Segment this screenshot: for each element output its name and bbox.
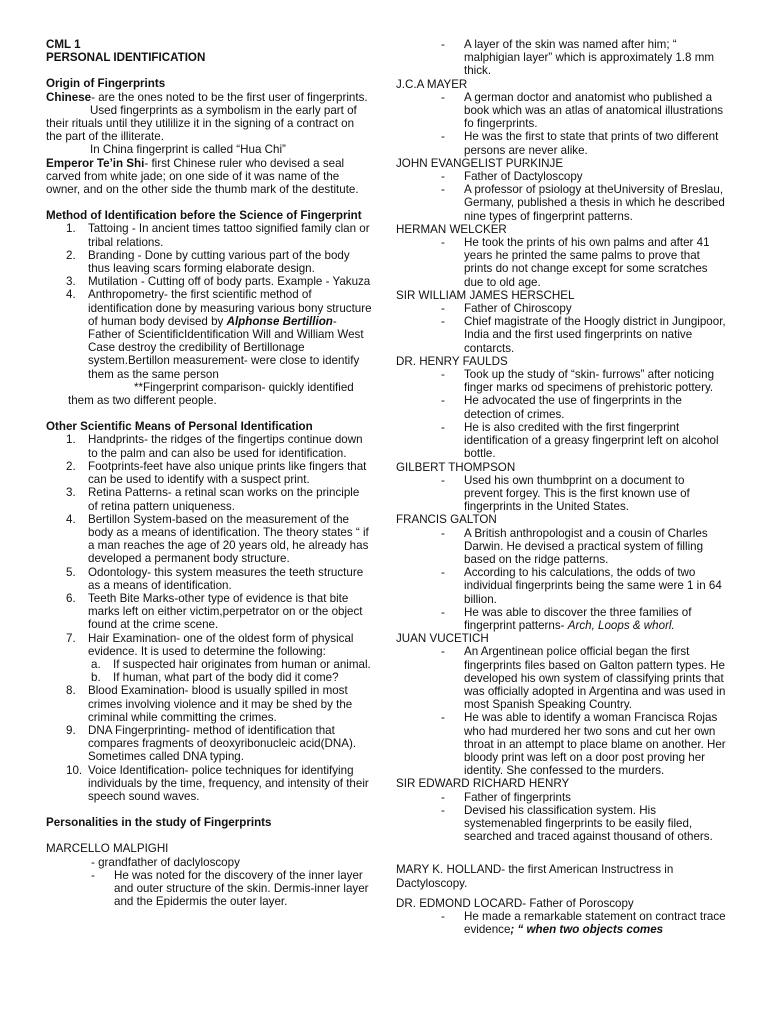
emperor-text: - first Chinese ruler who devised a seal carved from white jade; on one side of it was name of the owner, and on the other side the thumb mark of the destitute. [46,156,359,197]
list-item: - Father of fingerprints [441,790,571,804]
method-item-anthropometry: 4. Anthropometry- the first scientific method of identification done by measuring various bony structure of human body devised by Alphonse Bertillion- Father of ScientificIdentification Will and William West Case destroy the credibility of Bertillonage system.Bertillon measurement- were close to identify them as the same person [66,288,372,381]
list-item: - Devised his classification system. His systemenabled fingerprints to be easily filed, searched and traced against thousand of others. [441,803,713,844]
document-title: PERSONAL IDENTIFICATION [46,51,206,65]
personality-name: SIR EDWARD RICHARD HENRY [396,777,570,791]
locard-item: - He made a remarkable statement on contract trace evidence; “ when two objects comes [441,910,726,937]
personality-name: FRANCIS GALTON [396,513,497,527]
personalities-heading: Personalities in the study of Fingerprints [46,816,272,830]
other-means-item: 7. Hair Examination- one of the oldest form of physical evidence. It is used to determine the following: [66,631,354,658]
chinese-paragraph [46,91,372,104]
malpighi-name: MARCELLO MALPIGHI [46,842,169,856]
personality-entry [396,355,726,461]
list-item: - Father of Chiroscopy [441,302,572,316]
personality-name: JOHN EVANGELIST PURKINJE [396,156,564,170]
fingerprint-comparison-note-cont: them as two different people. [68,394,217,408]
list-item: - A professor of psiology at theUniversity of Breslau, Germany, published a thesis in which he described nine types of fingerprint patterns. [441,183,725,223]
list-item: - A german doctor and anatomist who published a book which was an atlas of anatomical illustrations fo fingerprints. [441,90,724,131]
right-column [396,38,726,936]
hair-sub-item: b. If human, what part of the body did it come? [91,671,339,685]
galton-families-item: - He was able to discover the three families of fingerprint patterns- Arch, Loops & whorl. [441,605,692,632]
list-item: - Father of Dactyloscopy [441,170,583,184]
list-item: - He is also credited with the first fingerprint identification of a greasy fingerprint left on alcohol bottle. [441,420,719,461]
list-item: - Chief magistrate of the Hoogly district in Jungipoor, India and the first used fingerprints on native contarcts. [441,315,726,355]
course-code: CML 1 [46,38,81,51]
chinese-term: Chinese [46,90,92,104]
list-item: - According to his calculations, the odds of two individual fingerprints being the same were 1 in 64 billion. [441,566,722,606]
malpighi-layer-item: - A layer of the skin was named after him; “ malphigian layer” which is approximately 1.8 mm thick. [441,38,715,78]
list-item: - He was the first to state that prints of two different persons are never alike. [441,130,719,157]
method-item: 3. Mutilation - Cutting off of body parts. Example - Yakuza [66,275,371,289]
hair-sub-list [46,658,372,684]
other-means-item: 3. Retina Patterns- a retinal scan works on the principle of retina pattern uniqueness. [66,486,360,513]
list-item: - He was able to identify a woman Francisca Rojas who had murdered her two sons and cut her own throat in an attempt to place blame on another. Her bloody print was left on a door post proving her identity. She confessed to the murders. [441,711,726,778]
list-item: - He was noted for the discovery of the inner layer and outer structure of the skin. Dermis-inner layer and the Epidermis the outer layer. [91,868,369,909]
emperor-paragraph [46,157,372,197]
method-heading: Method of Identification before the Science of Fingerprint [46,209,362,223]
method-item: 1. Tattoing - In ancient times tattoo signified family clan or tribal relations. [66,222,370,249]
list-item: - An Argentinean police official began the first fingerprints files based on Galton pattern types. He developed his own system of classifying prints that was officially adopted in Argentina and was used in most Spanish Speaking Country. [441,645,726,712]
list-item: - He took the prints of his own palms and after 41 years he printed the same palms to prove that prints do not change except for some scratches due to old age. [441,236,710,289]
other-means-item: 4. Bertillon System-based on the measurement of the body as a means of identification. The theory states “ if a man reaches the age of 20 years old, he already has developed a permanent body structure. [66,512,369,566]
methods-list [46,222,372,288]
personality-entry [396,777,726,843]
malpighi-items [46,869,372,909]
personality-name: HERMAN WELCKER [396,222,507,236]
hua-chi-paragraph: In China fingerprint is called “Hua Chi” [90,143,286,157]
list-item: - He advocated the use of fingerprints in the detection of crimes. [441,394,682,421]
personalities-list-cont [396,632,726,843]
holland-entry: MARY K. HOLLAND- the first American Instructress in Dactyloscopy. [396,863,674,890]
personality-entry [396,461,726,514]
method-item: 2. Branding - Done by cutting various part of the body thus leaving scars forming elaborate design. [66,248,350,276]
other-means-heading: Other Scientific Means of Personal Identification [46,420,313,434]
other-means-list-cont [46,684,372,803]
personalities-list [396,78,726,606]
personality-name: JUAN VUCETICH [396,632,489,646]
locard-quote: ; “ when two objects comes [510,923,664,937]
personality-name: DR. HENRY FAULDS [396,354,508,368]
locard-name: DR. EDMOND LOCARD- Father of Poroscopy [396,896,634,910]
bertillion-name: Alphonse Bertillion [226,314,333,328]
hair-sub-item: a. If suspected hair originates from human or animal. [91,657,371,671]
other-means-item: 1. Handprints- the ridges of the fingertips continue down to the palm and can also be used for identification. [66,433,363,460]
fingerprint-comparison-note: **Fingerprint comparison- quickly identified [134,380,354,394]
personality-entry [396,632,726,777]
personality-name: SIR WILLIAM JAMES HERSCHEL [396,288,575,302]
other-means-item: 5. Odontology- this system measures the teeth structure as a means of identification. [66,565,364,592]
list-item: - A British anthropologist and a cousin of Charles Darwin. He devised a practical system of filling based on the ridge patterns. [441,526,708,566]
personality-entry [396,223,726,289]
pattern-families: Arch, Loops & whorl. [567,618,675,632]
personality-name: GILBERT THOMPSON [396,460,516,474]
other-means-item: 6. Teeth Bite Marks-other type of evidence is that bite marks left on either victim,perpetrator on or the object found at the crime scene. [66,591,363,632]
list-item: - Took up the study of “skin- furrows” after noticing finger marks od specimens of prehistoric pottery. [441,368,715,395]
other-means-list [46,433,372,657]
personality-entry [396,78,726,157]
personality-name: J.C.A MAYER [396,77,468,91]
other-means-item: 9. DNA Fingerprinting- method of identification that compares fragments of deoxyribonucleic acid(DNA). Sometimes called DNA typing. [66,723,357,764]
malpighi-subtitle: - grandfather of daclyloscopy [91,855,240,869]
left-column [46,38,372,908]
other-means-item: 8. Blood Examination- blood is usually spilled in most crimes involving violence and it may be shed by the criminal while committing the crimes. [66,684,353,724]
personality-entry [396,289,726,355]
chinese-text: - are the ones noted to be the first user of fingerprints. [91,90,368,104]
personality-entry [396,513,726,605]
other-means-item: 2. Footprints-feet have also unique prints like fingers that can be used to identify with a suspect print. [66,459,367,487]
personality-entry [396,157,726,223]
origin-heading: Origin of Fingerprints [46,77,166,91]
emperor-term: Emperor Te’in Shi [46,156,145,170]
other-means-item: 10. Voice Identification- police techniques for identifying individuals by the time, frequency, and intensity of their speech sound waves. [66,763,369,803]
list-item: - Used his own thumbprint on a document to prevent forgey. This is the first known use of fingerprints in the United States. [441,473,690,514]
symbolism-paragraph: Used fingerprints as a symbolism in the early part of their rituals until they utililize it in the signing of a contract on the part of the illiterate. [46,103,357,144]
